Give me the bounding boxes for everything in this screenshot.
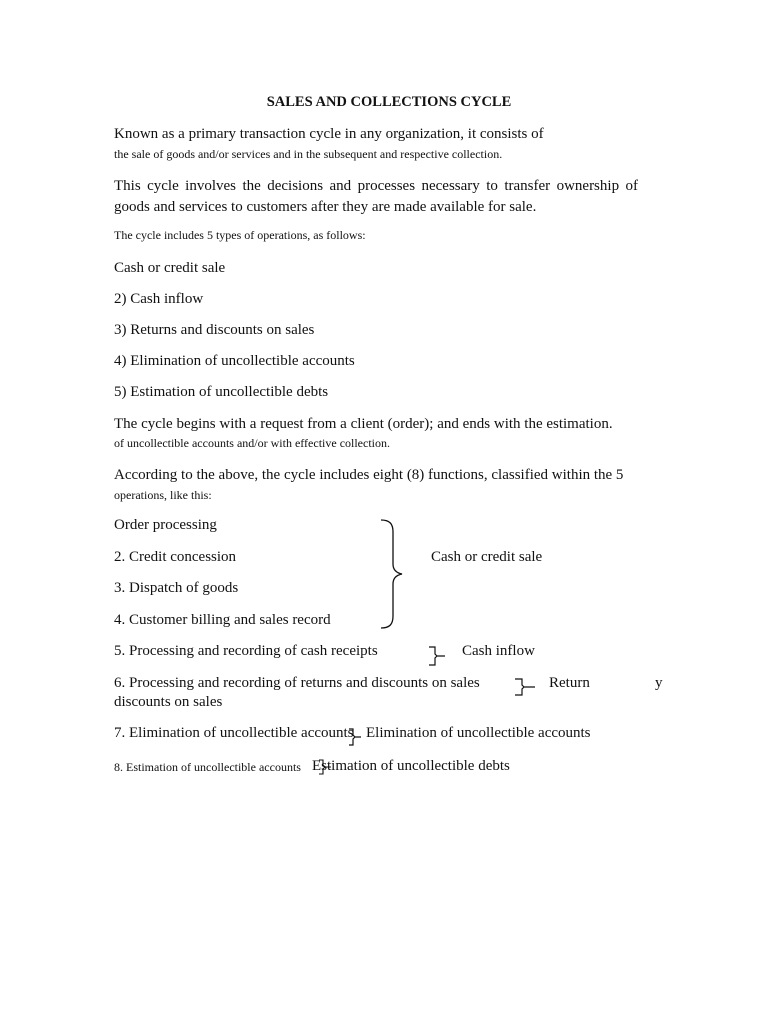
- cycle-start-line-1: The cycle begins with a request from a client (order); and ends with the estimation.: [114, 416, 613, 432]
- page-title: SALES AND COLLECTIONS CYCLE: [266, 94, 512, 110]
- small-brace-icon: [428, 645, 446, 667]
- cycle-start-line-2: of uncollectible accounts and/or with effective collection.: [114, 436, 391, 450]
- operations-intro: The cycle includes 5 types of operations, as follows:: [114, 228, 366, 242]
- functions-intro-line-1: According to the above, the cycle includes eight (8) functions, classified within the 5: [114, 467, 624, 483]
- operation-item-1: Cash or credit sale: [114, 260, 226, 276]
- small-brace-icon: [348, 727, 362, 747]
- operation-item-4: 4) Elimination of uncollectible accounts: [114, 353, 355, 369]
- operation-item-2: 2) Cash inflow: [114, 291, 204, 307]
- operation-item-5: 5) Estimation of uncollectible debts: [114, 384, 329, 400]
- function-item-5: 5. Processing and recording of cash receipts: [114, 643, 378, 659]
- function-item-1: Order processing: [114, 517, 217, 533]
- function-item-2: 2. Credit concession: [114, 549, 237, 565]
- function-item-6: 6. Processing and recording of returns and discounts on sales: [114, 675, 480, 691]
- function-item-7: 7. Elimination of uncollectible accounts: [114, 725, 354, 741]
- intro-line-1: Known as a primary transaction cycle in any organization, it consists of: [114, 126, 544, 142]
- group-label-y: y: [655, 675, 663, 691]
- function-item-3: 3. Dispatch of goods: [114, 580, 239, 596]
- group-label-return: Return: [549, 675, 590, 691]
- intro-line-2: the sale of goods and/or services and in the subsequent and respective collection.: [114, 147, 503, 161]
- group-label-cash-inflow: Cash inflow: [462, 643, 535, 659]
- group-label-elimination: Elimination of uncollectible accounts: [366, 725, 591, 741]
- operation-item-3: 3) Returns and discounts on sales: [114, 322, 315, 338]
- large-brace-icon: [378, 518, 408, 630]
- function-item-8: 8. Estimation of uncollectible accounts: [114, 760, 301, 774]
- function-item-6-continued: discounts on sales: [114, 694, 223, 710]
- cycle-description: This cycle involves the decisions and processes necessary to transfer ownership of goods and services to customers after they are made available for sale.: [114, 178, 638, 215]
- group-label-estimation: Estimation of uncollectible debts: [312, 758, 510, 774]
- group-label-cash-or-credit-sale: Cash or credit sale: [431, 549, 543, 565]
- function-item-4: 4. Customer billing and sales record: [114, 612, 331, 628]
- functions-intro-line-2: operations, like this:: [114, 488, 212, 502]
- small-brace-icon: [318, 759, 332, 775]
